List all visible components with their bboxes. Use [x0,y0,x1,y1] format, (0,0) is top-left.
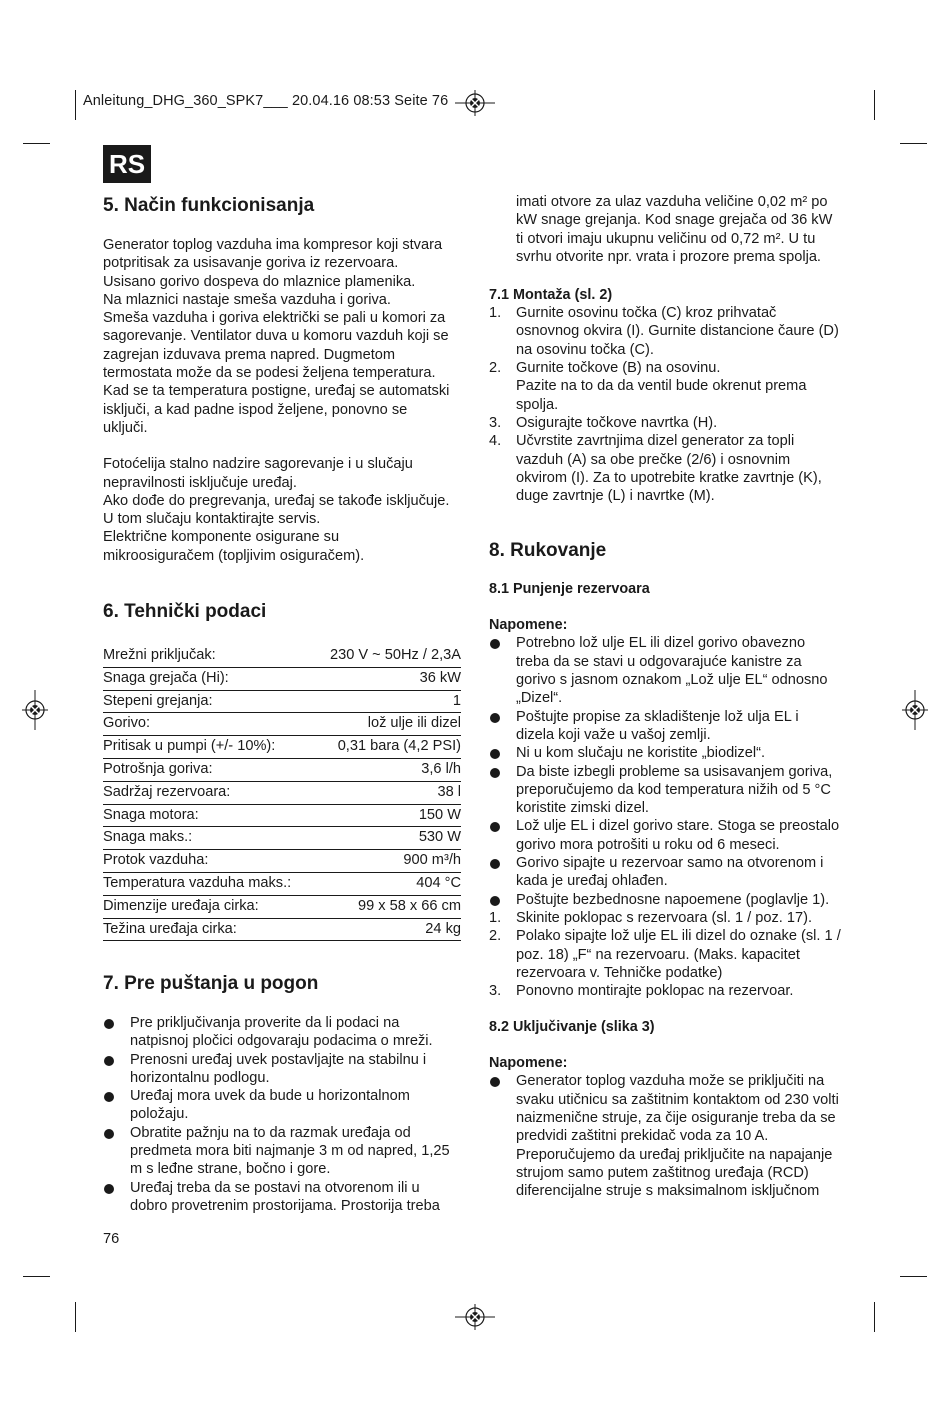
table-row [103,896,461,919]
text-line: Skinite poklopac s rezervoara (sl. 1 / poz. 17). [516,909,813,926]
text-line: Lož ulje EL i dizel gorivo stare. Stoga se preostalo [516,818,840,835]
list-number: 2. [489,928,502,945]
text-line: Kad se ta temperatura postigne, uređaj se automatski [103,383,450,400]
list-item [103,1124,473,1179]
section-7-title: 7. Pre puštanja u pogon [103,973,319,994]
section-7-1-title: 7.1 Montaža (sl. 2) [489,287,613,304]
text-line: Ako dođe do pregrevanja, uređaj se takođe isključuje. [103,492,450,509]
crop-mark [23,1276,50,1277]
text-line: predvidi zaštitni prekidač voda za 10 A. [516,1128,769,1145]
text-line: duge zavrtnje (L) i navrtke (M). [516,488,715,505]
text-line: Uređaj mora uvek da bude u horizontalnom [130,1088,410,1105]
text-line: mikroosiguračem (topljivim osiguračem). [103,547,365,564]
spec-label: Gorivo: [103,715,151,732]
spec-label: Sadržaj rezervoara: [103,783,231,800]
section-5-para-1 [103,236,473,437]
text-line: diferencijalne struje s maksimalnom isključnom [516,1183,820,1200]
text-line: na osovinu točka (C). [516,341,654,358]
crop-mark [75,1302,76,1332]
list-item [489,414,859,432]
text-line: Električne komponente osigurane su [103,529,340,546]
text-line: Učvrstite zavrtnjima dizel generator za topli [516,433,795,450]
crop-mark [874,1302,875,1332]
crop-mark [900,1276,927,1277]
table-row [103,759,461,782]
text-line: dobro provetrenim prostorijama. Prostorija treba [130,1197,440,1214]
list-item [489,708,859,745]
table-row [103,919,461,942]
list-item [489,1072,859,1200]
section-8-1-steps [489,909,859,1000]
text-line: rezervoara v. Tehničke podatke) [516,964,723,981]
section-8-2-title: 8.2 Uključivanje (slika 3) [489,1019,655,1036]
table-row [103,873,461,896]
list-number: 3. [489,414,502,431]
text-line: Da biste izbegli probleme sa usisavanjem goriva, [516,763,833,780]
table-row [103,668,461,691]
section-8-title: 8. Rukovanje [489,540,607,562]
text-line: svaku utičnicu sa zaštitnim kontaktom od 230 volti [516,1091,839,1108]
text-line: Poštujte bezbednosne napoemene (poglavlje 1). [516,891,830,908]
text-line: imati otvore za ulaz vazduha veličine 0,02 m² po [516,194,828,210]
text-line: Ni u kom slučaju ne koristite „biodizel“. [516,745,765,762]
spec-value: 99 x 58 x 66 cm [357,897,461,914]
text-line: koristite zimski dizel. [516,800,649,817]
text-line: Polako sipajte lož ulje EL ili dizel do oznake (sl. 1 / [516,928,841,945]
text-line: osnovnog okvira (I). Gurnite distancione čaure (D) [516,323,839,340]
text-line: Usisano gorivo dospeva do mlaznice plamenika. [103,273,416,290]
text-line: svrhu otvorite npr. vrata i prozore prema spolja. [516,248,821,265]
text-line: zagrejan izduvava prema napred. Dugmetom [103,346,396,363]
text-line: kada je uređaj ohlađen. [516,873,668,890]
section-8-1-notes [489,634,859,908]
text-line: horizontalnu podlogu. [130,1069,270,1086]
text-line: ti otvori imaju ukupnu veličinu od 0,72 m². U tu [516,230,816,247]
spec-value: 900 m³/h [403,852,461,869]
list-item [103,1179,473,1216]
section-5-title: 5. Način funkcionisanja [103,195,315,216]
list-item [489,909,859,927]
text-line: spolja. [516,396,559,413]
registration-mark-icon [902,690,928,730]
list-item [489,982,859,1000]
list-number: 3. [489,983,502,1000]
text-line: položaju. [130,1106,189,1123]
text-line: vazduh (A) sa obe prečke (2/6) i osnovnim [516,451,791,468]
registration-mark-icon [22,690,48,730]
spec-label: Potrošnja goriva: [103,760,213,777]
list-item [489,891,859,909]
text-line: poz. 18) „F“ na rezervoaru. (Maks. kapacitet [516,946,800,963]
text-line: Prenosni uređaj uvek postavljajte na stabilnu i [130,1051,427,1068]
print-slug: Anleitung_DHG_360_SPK7___ 20.04.16 08:53 Seite 76 [83,93,449,109]
tech-data-table [103,645,461,941]
text-line: Generator toplog vazduha može se priključiti na [516,1073,825,1090]
text-line: Osigurajte točkove navrtka (H). [516,414,718,431]
spec-value: 3,6 l/h [421,760,461,777]
text-line: Smeša vazduha i goriva električki se pali u komori za [103,310,446,327]
text-line: Pre priključivanja proverite da li podaci na [130,1015,400,1031]
language-badge: RS [103,145,151,183]
registration-mark-icon [455,90,495,116]
text-line: uključi. [103,419,148,436]
text-line: Generator toplog vazduha ima kompresor koji stvara [103,237,443,253]
text-line: strujom samo putem zaštitnog uređaja (RCD) [516,1164,809,1181]
text-line: Gurnite točkove (B) na osovinu. [516,360,721,377]
text-line: potpritisak za usisavanje goriva iz rezervoara. [103,255,399,272]
text-line: „Dizel“. [516,690,563,707]
text-line: Gorivo sipajte u rezervoar samo na otvorenom i [516,855,824,872]
crop-mark [23,143,50,144]
text-line: Gurnite osovinu točka (C) kroz prihvatač [516,305,777,322]
list-item [489,634,859,707]
text-line: Na mlaznici nastaje smeša vazduha i goriva. [103,291,391,308]
text-line: predmeta mora biti najmanje 3 m od napred, 1,25 [130,1143,450,1160]
section-5-para-2 [103,455,473,565]
list-item [489,359,859,414]
spec-label: Protok vazduha: [103,852,209,869]
spec-value: 24 kg [425,920,461,937]
spec-value: 0,31 bara (4,2 PSI) [337,738,461,755]
list-number: 1. [489,305,502,322]
text-line: Potrebno lož ulje EL ili dizel gorivo obavezno [516,635,806,652]
spec-label: Snaga grejača (Hi): [103,669,229,686]
text-line: gorivo mora potrošiti u roku od 6 meseci. [516,836,780,853]
list-number: 1. [489,909,502,926]
text-line: Uređaj treba da se postavi na otvorenom ili u [130,1179,420,1196]
list-item [489,744,859,762]
spec-label: Snaga motora: [103,806,199,823]
crop-mark [75,90,76,120]
spec-label: Dimenzije uređaja cirka: [103,897,259,914]
crop-mark [874,90,875,120]
text-line: m s leđne strane, bočno i gore. [130,1161,331,1178]
spec-value: 38 l [437,783,461,800]
list-item [489,927,859,982]
section-8-1-title: 8.1 Punjenje rezervoara [489,581,650,598]
text-line: sagorevanje. Ventilator duva u komoru vazduh koji se [103,328,449,345]
text-line: dizela koji važe u vašoj zemlji. [516,726,711,743]
spec-value: 230 V ~ 50Hz / 2,3A [329,647,461,663]
text-line: nepravilnosti isključuje uređaj. [103,474,297,491]
notes-label-1: Napomene: [489,617,568,634]
section-7-1-steps [489,304,859,505]
list-number: 4. [489,433,502,450]
right-column [489,193,859,1200]
list-number: 2. [489,360,502,377]
spec-label: Težina uređaja cirka: [103,920,237,937]
list-item [489,817,859,854]
section-8-2-notes [489,1072,859,1200]
table-row [103,645,461,668]
text-line: termostata može da se podesi željena temperatura. [103,365,436,382]
spec-value: 404 °C [416,874,461,891]
text-line: Preporučujemo da uređaj priključite na napajanje [516,1146,833,1163]
list-item [103,1087,473,1124]
section-7-continuation [489,193,859,266]
text-line: natpisnoj pločici odgovaraju podacima o mreži. [130,1033,433,1050]
section-7-list [103,1014,473,1215]
registration-mark-icon [455,1304,495,1330]
spec-label: Pritisak u pumpi (+/- 10%): [103,738,276,755]
list-item [489,854,859,891]
text-line: kW snage grejanja. Kod snage grejača od 36 kW [516,212,833,229]
text-line: Fotoćelija stalno nadzire sagorevanje i u slučaju [103,456,413,473]
table-row [103,691,461,714]
text-line: treba da se stavi u odgovarajuće kanistre za [516,653,802,670]
list-item [103,1014,473,1051]
list-item [489,432,859,505]
spec-value: lož ulje ili dizel [367,715,461,732]
spec-value: 530 W [418,829,461,846]
spec-label: Temperatura vazduha maks.: [103,874,292,891]
table-row [103,782,461,805]
spec-value: 36 kW [419,669,461,686]
text-line: isključi, a kad padne ispod željene, ponovno se [103,401,408,418]
table-row [103,736,461,759]
notes-label-2: Napomene: [489,1055,568,1072]
list-item [489,304,859,359]
section-6-title: 6. Tehnički podaci [103,601,267,622]
spec-label: Snaga maks.: [103,829,193,846]
list-item [103,1051,473,1088]
text-line: U tom slučaju kontaktirajte servis. [103,511,321,528]
table-row [103,850,461,873]
spec-value: 1 [452,692,461,709]
table-row [103,713,461,736]
text-line: Poštujte propise za skladištenje lož ulja EL i [516,708,799,725]
text-line: naizmenične struje, za čije osiguranje treba da se [516,1109,836,1126]
text-line: Ponovno montirajte poklopac na rezervoar. [516,983,794,1000]
text-line: Obratite pažnju na to da razmak uređaja od [130,1124,411,1141]
text-line: Pazite na to da da ventil bude okrenut prema [516,378,807,395]
table-row [103,827,461,850]
left-column [103,195,473,565]
spec-value: 150 W [418,806,461,823]
page-number: 76 [103,1231,120,1247]
list-item [489,763,859,818]
spec-label: Stepeni grejanja: [103,692,213,709]
text-line: okvirom (I). Za to upotrebite kratke zavrtnje (K), [516,469,822,486]
text-line: preporučujemo da kod temperatura nižih od 5 °C [516,781,831,798]
table-row [103,805,461,828]
text-line: gorivo s jasnom oznakom „Lož ulje EL“ odnosno [516,672,828,689]
spec-label: Mrežni priključak: [103,647,216,663]
crop-mark [900,143,927,144]
